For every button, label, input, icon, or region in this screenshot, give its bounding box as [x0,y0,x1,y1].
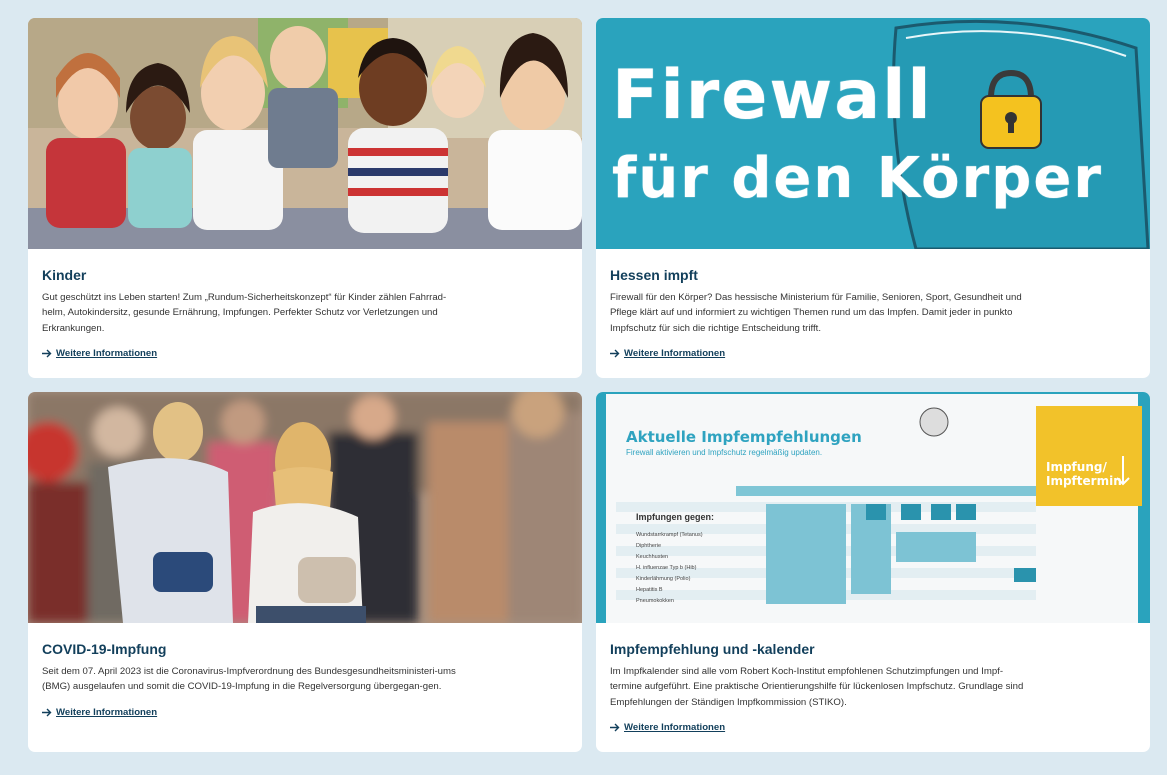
card-covid-impfung[interactable] [28,392,582,752]
calendar-row-label: Diphtherie [636,543,662,549]
arrow-right-icon [42,708,52,717]
appointment-box-label: Impfung/ Impftermin [1046,460,1122,488]
more-info-label[interactable]: Weitere Informationen [56,706,158,718]
arrow-right-icon [610,349,620,358]
calendar-subtitle: Firewall aktivieren und Impfschutz regelmäßig updaten. [626,448,823,457]
arrow-right-icon [610,723,620,732]
arrow-right-icon [42,349,52,358]
calendar-row-label: Hepatitis B [636,587,663,593]
card-description: Seit dem 07. April 2023 ist die Coronavirus-Impfverordnung des Bundesgesundheitsministeri-ums (BMG) ausgelaufen und somit die COVID-19-Impfung in die Regelversorgung übergegan-gen. [42,666,456,693]
arrow-down-icon [1116,456,1130,486]
more-info-label[interactable]: Weitere Informationen [624,722,726,734]
card-title: Impfempfehlung und -kalender [610,641,815,657]
calendar-row-label: H. influenzae Typ b (Hib) [636,565,697,571]
card-title: Kinder [42,267,87,283]
calendar-row-label: Keuchhusten [636,554,669,560]
more-info-label[interactable]: Weitere Informationen [624,348,726,360]
calendar-row-label: Kinderlähmung (Polio) [636,576,691,582]
card-title: Hessen impft [610,267,698,283]
calendar-row-label: Wundstarrkrampf (Tetanus) [636,532,703,538]
calendar-table-header: Impfungen gegen: [636,512,714,522]
vaccination-calendar-graphic[interactable] [596,392,1150,623]
more-info-link[interactable] [42,348,568,359]
card-impfkalender[interactable] [596,392,1150,752]
firewall-line2: für den Körper [612,146,1103,211]
firewall-line1: Firewall [612,56,933,135]
card-title: COVID-19-Impfung [42,641,167,657]
crowd-photo[interactable] [28,392,582,623]
appointment-box [1036,406,1142,506]
more-info-link[interactable] [610,722,1136,733]
card-description: Gut geschützt ins Leben starten! Zum „Rundum-Sicherheitskonzept“ für Kinder zählen Fahrrad-helm, Autokindersitz, gesunde Ernährung, Impfungen. Perfekter Schutz vor Verletzungen und Erkrankungen. [42,292,447,334]
calendar-title: Aktuelle Impfempfehlungen [626,428,862,446]
calendar-row-labels [636,530,703,607]
more-info-link[interactable] [610,348,1136,359]
more-info-link[interactable] [42,707,568,718]
card-description: Firewall für den Körper? Das hessische Ministerium für Familie, Senioren, Sport, Gesundheit und Pflege klärt auf und informiert zu wichtigen Themen rund um das Impfen. Damit jeder in punkto Impfschutz für sich die richtige Entscheidung trifft. [610,292,1022,334]
card-kinder[interactable] [28,18,582,378]
card-description: Im Impfkalender sind alle vom Robert Koch-Institut empfohlenen Schutzimpfungen und Impf-termine aufgeführt. Eine praktische Orientierungshilfe für lückenlosen Impfschutz. Grundlage sind Empfehlungen der Ständigen Impfkommission (STIKO). [610,666,1024,708]
calendar-row-label: Pneumokokken [636,598,674,604]
children-photo[interactable] [28,18,582,249]
more-info-label[interactable]: Weitere Informationen [56,348,158,360]
card-hessen-impft[interactable] [596,18,1150,378]
firewall-graphic[interactable] [596,18,1150,249]
